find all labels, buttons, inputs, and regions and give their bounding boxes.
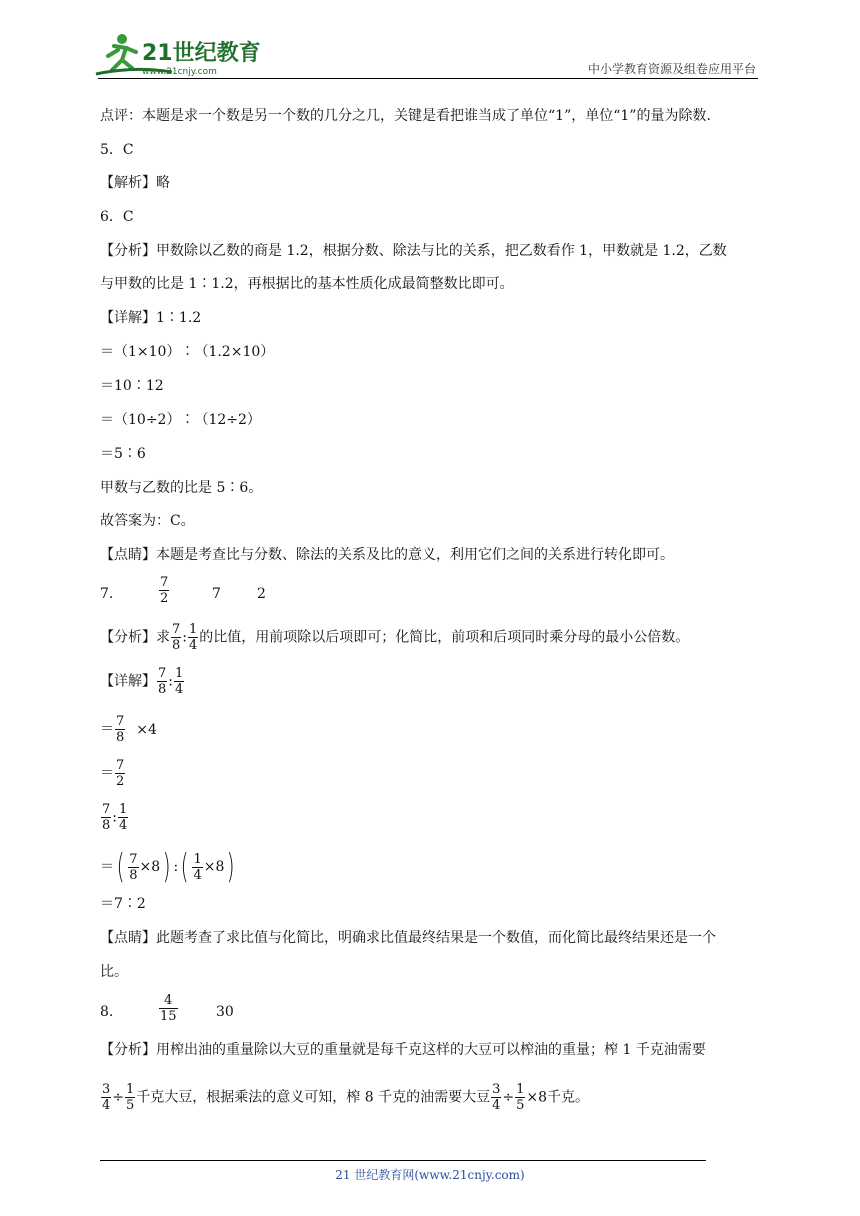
- denominator: 5: [126, 1098, 135, 1113]
- left-paren: (: [180, 847, 189, 887]
- colon: :: [168, 673, 173, 690]
- denominator: 4: [102, 1098, 111, 1113]
- detail-6-conclusion: 甲数与乙数的比是 5∶6。: [100, 480, 263, 496]
- answer-7-fraction: [158, 575, 170, 606]
- detail-7-line3: [100, 758, 126, 789]
- numerator: 3: [102, 1082, 111, 1097]
- analysis-8-end: 千克。: [547, 1089, 590, 1106]
- analysis-6-line1: 【分析】甲数除以乙数的商是 1.2，根据分数、除法与比的关系，把乙数看作 1，甲数就是 1.2，乙数: [100, 243, 727, 259]
- denominator: 4: [175, 682, 184, 697]
- numerator: 7: [129, 851, 138, 867]
- times-8: ×8: [526, 1089, 548, 1106]
- analysis-suffix: 的比值，用前项除以后项即可；化简比，前项和后项同时乘分母的最小公倍数。: [199, 629, 690, 646]
- denominator: 4: [492, 1098, 501, 1113]
- detail-6-step1: 【详解】1∶1.2: [100, 310, 202, 326]
- fraction-7-2: [115, 758, 125, 789]
- logo-text: 21世纪教育: [142, 41, 261, 66]
- detail-6-step2: ＝（1×10）∶（1.2×10）: [100, 344, 275, 360]
- fraction-1-4: [118, 802, 128, 833]
- answer-8-value: 30: [216, 1004, 234, 1020]
- numerator: 1: [126, 1082, 135, 1097]
- fraction-7-8: [115, 714, 125, 745]
- detail-7-result: ＝7∶2: [100, 896, 146, 912]
- fraction-1-4: [192, 852, 202, 883]
- right-paren: ): [162, 847, 171, 887]
- right-paren: ): [227, 847, 235, 887]
- key-point-6: 【点睛】本题是考查比与分数、除法的关系及比的意义，利用它们之间的关系进行转化即可。: [100, 547, 674, 563]
- detail-7-line1: [100, 666, 185, 697]
- analysis-7: [100, 622, 689, 653]
- analysis-8-line1: 【分析】用榨出油的重量除以大豆的重量就是每千克这样的大豆可以榨油的重量；榨 1 千克油需要: [100, 1042, 706, 1058]
- times-8: ×8: [139, 859, 161, 875]
- denominator: 4: [193, 867, 202, 883]
- detail-7-line4: [100, 802, 129, 833]
- fraction-1-4: [188, 622, 198, 653]
- comment-line: 点评：本题是求一个数是另一个数的几分之几，关键是看把谁当成了单位“1”，单位“1”的量为除数.: [100, 108, 711, 124]
- answer-8-fraction: [158, 993, 179, 1024]
- answer-7-label: 7.: [100, 586, 114, 602]
- detail-6-step4: ＝（10÷2）∶（12÷2）: [100, 412, 261, 428]
- detail-6-step5: ＝5∶6: [100, 446, 146, 462]
- numerator: 7: [116, 714, 125, 729]
- detail-7-line5: [100, 847, 238, 887]
- denominator: 8: [116, 730, 125, 745]
- footer-divider: [100, 1160, 706, 1161]
- equals: ＝: [100, 765, 114, 782]
- fraction-3-4: [491, 1082, 501, 1113]
- denominator: 2: [116, 774, 125, 789]
- denominator: 8: [102, 818, 111, 833]
- divide-sign: ÷: [502, 1089, 515, 1106]
- logo-url: www.21cnjy.com: [142, 67, 217, 77]
- answer-7-value: 7: [212, 586, 221, 602]
- header-platform-text: 中小学教育资源及组卷应用平台: [587, 62, 756, 76]
- times-8: ×8: [203, 859, 225, 875]
- numerator: 1: [119, 802, 128, 817]
- analysis-8-mid: 千克大豆，根据乘法的意义可知，榨 8 千克的油需要大豆: [136, 1089, 491, 1106]
- colon: :: [112, 809, 117, 826]
- denominator: 4: [189, 638, 198, 653]
- denominator: 8: [158, 682, 167, 697]
- detail-prefix: 【详解】: [100, 673, 156, 690]
- left-paren: (: [116, 847, 125, 887]
- fraction-3-4: [101, 1082, 111, 1113]
- logo: [92, 30, 262, 80]
- fraction-denominator: 2: [160, 591, 169, 606]
- analysis-6-line2: 与甲数的比是 1∶1.2，再根据比的基本性质化成最简整数比即可。: [100, 276, 514, 292]
- analysis-8-line2: [100, 1082, 589, 1113]
- detail-6-step3: ＝10∶12: [100, 378, 164, 394]
- numerator: 7: [102, 802, 111, 817]
- colon: :: [173, 859, 179, 875]
- denominator: 15: [160, 1009, 177, 1024]
- fraction-1-5: [515, 1082, 525, 1113]
- footer-link[interactable]: 21 世纪教育网(www.21cnjy.com): [335, 1168, 525, 1182]
- numerator: 1: [175, 666, 184, 681]
- denominator: 4: [119, 818, 128, 833]
- denominator: 8: [172, 638, 181, 653]
- denominator: 8: [129, 867, 138, 883]
- header-divider: [98, 78, 758, 79]
- answer-8-label: 8.: [100, 1004, 114, 1020]
- colon: :: [182, 629, 187, 646]
- answer-7-value2: 2: [257, 586, 266, 602]
- denominator: 5: [516, 1098, 525, 1113]
- analysis-5: 【解析】略: [100, 175, 170, 191]
- numerator: 7: [158, 666, 167, 681]
- answer-6: 6．C: [100, 209, 134, 225]
- fraction-numerator: 7: [160, 575, 169, 590]
- numerator: 7: [116, 758, 125, 773]
- divide-sign: ÷: [112, 1089, 125, 1106]
- answer-6-final: 故答案为：C。: [100, 513, 195, 529]
- fraction-7-8: [101, 802, 111, 833]
- fraction-7-8: [171, 622, 181, 653]
- fraction-1-5: [125, 1082, 135, 1113]
- numerator: 1: [189, 622, 198, 637]
- key-point-7-line1: 【点睛】此题考查了求比值与化简比，明确求比值最终结果是一个数值，而化简比最终结果还是一个: [100, 930, 716, 946]
- equals: ＝: [100, 721, 114, 738]
- fraction-1-4: [174, 666, 184, 697]
- detail-7-line2: [100, 714, 157, 745]
- times-4: ×4: [136, 721, 157, 738]
- analysis-prefix: 【分析】求: [100, 629, 170, 646]
- fraction-7-8: [157, 666, 167, 697]
- numerator: 1: [516, 1082, 525, 1097]
- fraction-7-8: [128, 852, 138, 883]
- answer-5: 5．C: [100, 142, 134, 158]
- key-point-7-line2: 比。: [100, 964, 128, 980]
- numerator: 1: [193, 851, 202, 867]
- equals: ＝: [100, 859, 114, 875]
- numerator: 7: [172, 622, 181, 637]
- numerator: 4: [159, 993, 178, 1009]
- numerator: 3: [492, 1082, 501, 1097]
